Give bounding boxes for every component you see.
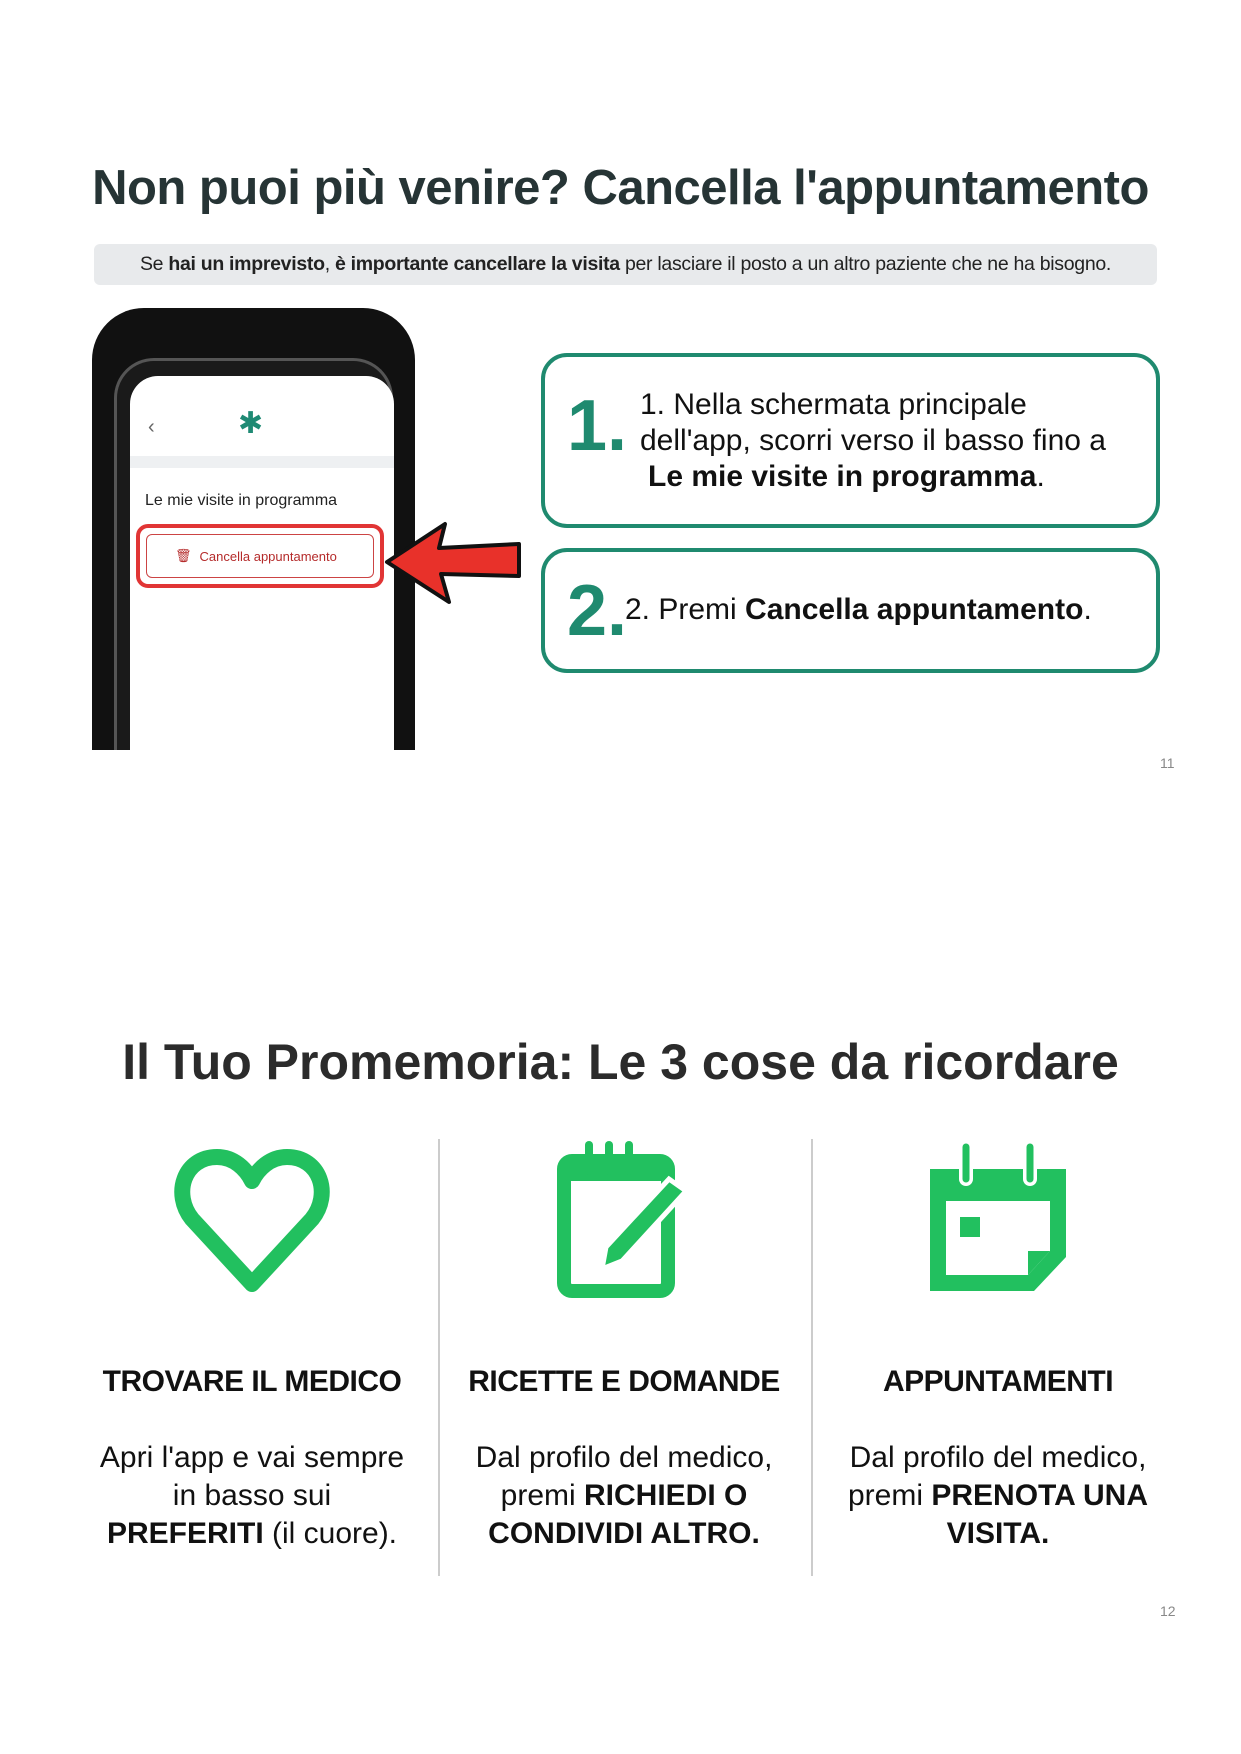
- page-number: 12: [1160, 1603, 1176, 1619]
- text: Dal profilo del medico, premi: [847, 1441, 1147, 1512]
- step-bold: Cancella appuntamento: [745, 593, 1084, 626]
- column-heading: TROVARE IL MEDICO: [102, 1365, 402, 1398]
- phone-mockup: [92, 308, 415, 750]
- banner-bold: hai un imprevisto: [168, 253, 325, 275]
- step-number: 1.: [567, 386, 628, 466]
- calendar-icon: [918, 1139, 1078, 1299]
- column-divider: [438, 1139, 440, 1576]
- step-text: 1. Nella schermata principale: [640, 388, 1027, 421]
- column-heading: RICETTE E DOMANDE: [468, 1365, 780, 1398]
- notepad-pencil-icon: [544, 1139, 704, 1299]
- banner-bold: è importante cancellare la visita: [334, 253, 620, 275]
- reminder-column: [838, 1139, 1158, 1553]
- bold-text: PREFERITI: [106, 1517, 264, 1550]
- bold-text: PRENOTA UNA VISITA.: [931, 1479, 1149, 1550]
- highlight-frame: [136, 524, 384, 588]
- step-text: 2. Premi: [625, 593, 746, 626]
- pointer-arrow-icon: [383, 518, 523, 606]
- text: Apri l'app e vai sempre in basso sui: [99, 1441, 405, 1512]
- heart-icon: [172, 1139, 332, 1299]
- phone-screen: [130, 376, 394, 750]
- step-text: .: [1036, 460, 1045, 493]
- bold-text: RICHIEDI O CONDIVIDI ALTRO.: [488, 1479, 760, 1550]
- step-1-card: [541, 353, 1160, 528]
- trash-icon: 🗑: [175, 548, 192, 563]
- column-text: [92, 1439, 412, 1553]
- text: Dal profilo del medico, premi: [475, 1441, 773, 1512]
- column-text: [464, 1439, 784, 1553]
- back-icon[interactable]: ‹: [148, 416, 155, 438]
- column-divider: [811, 1139, 813, 1576]
- banner-text: per lasciare il posto a un altro paziente che ne ha bisogno.: [619, 253, 1112, 275]
- reminder-column: [464, 1139, 784, 1553]
- cancel-appointment-button[interactable]: [146, 534, 374, 578]
- section-label: Le mie visite in programma: [145, 492, 338, 509]
- reminder-column: [92, 1139, 412, 1553]
- banner-text: Se: [139, 253, 169, 275]
- step-number: 2.: [567, 571, 628, 651]
- column-text: [838, 1439, 1158, 1553]
- info-banner: [94, 244, 1157, 285]
- banner-text: ,: [324, 253, 335, 275]
- step-text: .: [1083, 593, 1092, 626]
- step-bold: Le mie visite in programma: [648, 460, 1037, 493]
- text: (il cuore).: [263, 1517, 398, 1550]
- cancel-label: Cancella appuntamento: [199, 548, 337, 564]
- page-title: Non puoi più venire? Cancella l'appuntamento: [92, 161, 1149, 215]
- page-number: 11: [1160, 755, 1175, 771]
- column-heading: APPUNTAMENTI: [882, 1365, 1114, 1398]
- step-text: dell'app, scorri verso il basso fino a: [640, 424, 1106, 457]
- page-title: Il Tuo Promemoria: Le 3 cose da ricordare: [122, 1034, 1119, 1090]
- app-logo-icon: ✱: [238, 407, 264, 440]
- step-2-card: [541, 548, 1160, 673]
